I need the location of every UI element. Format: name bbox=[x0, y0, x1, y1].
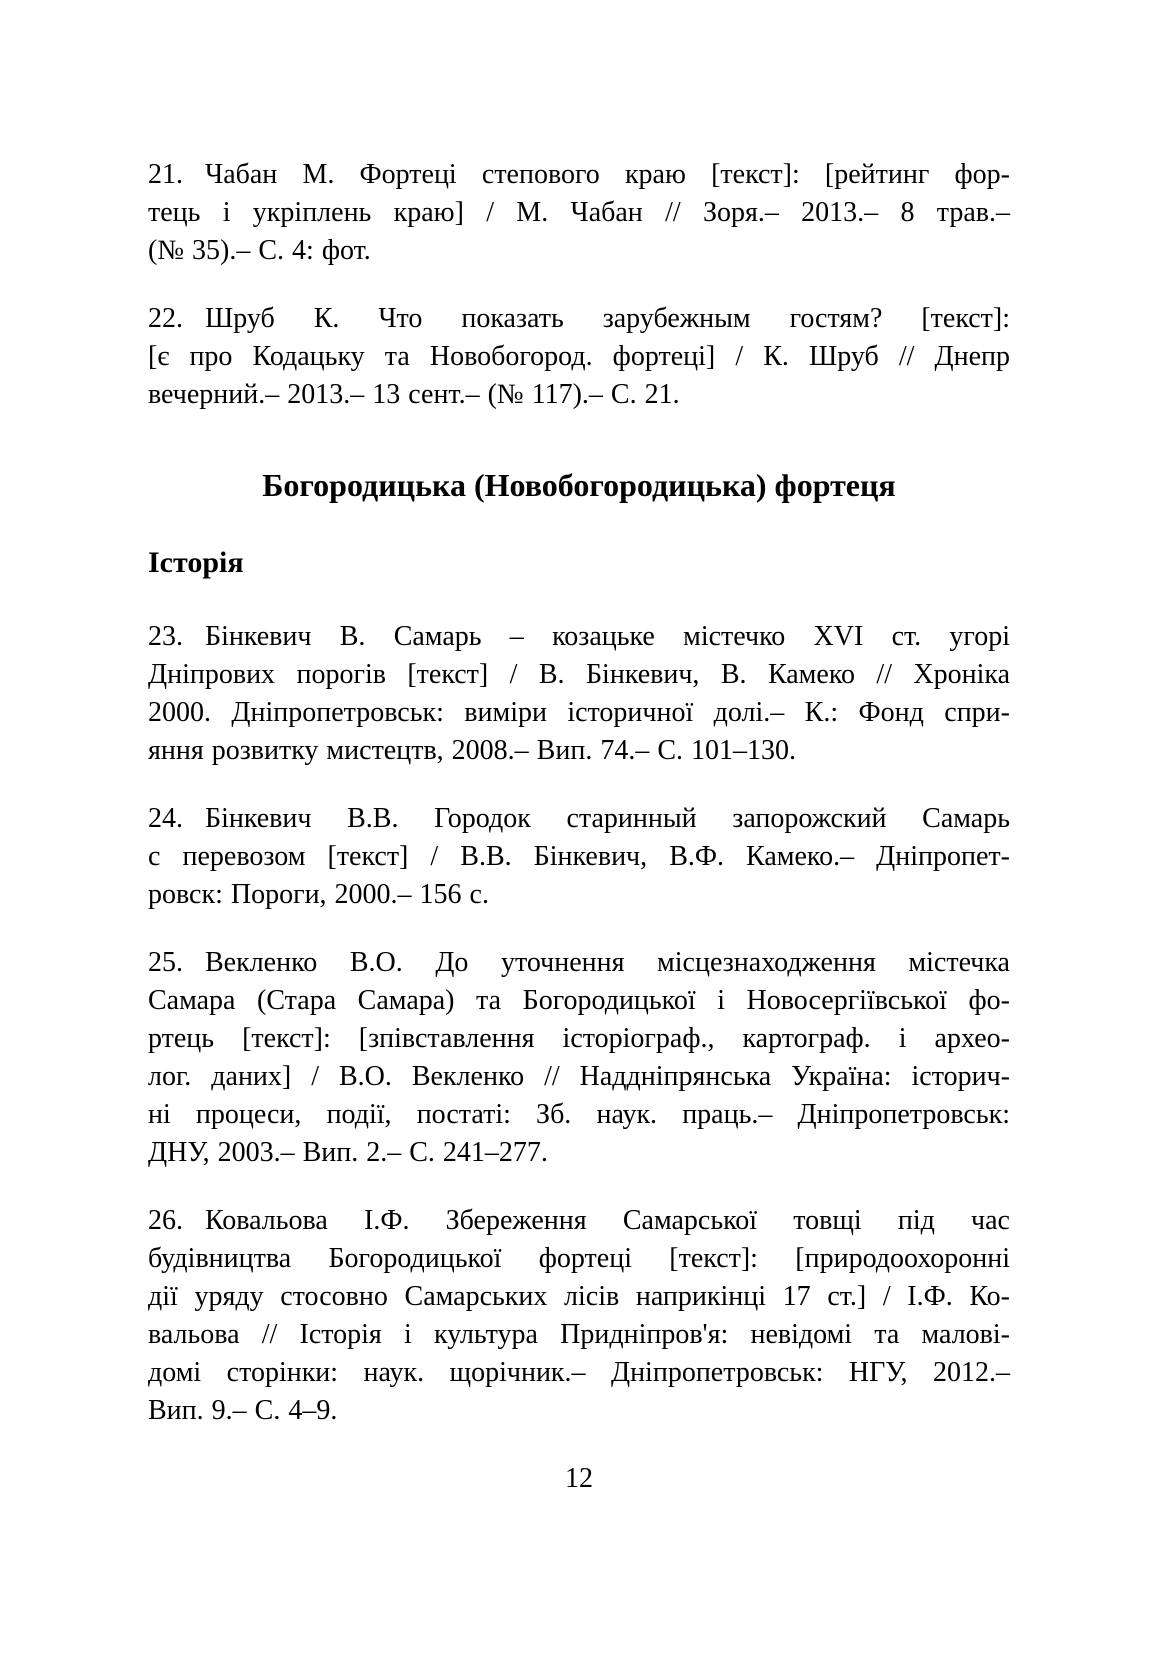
section-subtitle: Історія bbox=[148, 546, 244, 579]
bib-entry bbox=[148, 1202, 1010, 1430]
section-title: Богородицька (Новобогородицька) фортеця bbox=[262, 467, 896, 503]
entry-line: 24. Бінкевич В.В. Городок старинный запорожский Самарь bbox=[148, 800, 1010, 838]
bibliography-list-history bbox=[148, 618, 1010, 1430]
bibliography-list-top bbox=[148, 156, 1010, 414]
entry-line: 2000. Дніпропетровськ: виміри історичної долі.– К.: Фонд спри- bbox=[148, 697, 1010, 728]
entry-line: Дніпрових порогів [текст] / В. Бінкевич, В. Камеко // Хроніка bbox=[148, 659, 1010, 690]
entry-line: ровск: Пороги, 2000.– 156 с. bbox=[148, 879, 489, 910]
entry-line: с перевозом [текст] / В.В. Бінкевич, В.Ф. Камеко.– Дніпропет- bbox=[148, 841, 1010, 872]
bib-entry bbox=[148, 944, 1010, 1172]
entry-line: яння розвитку мистецтв, 2008.– Вип. 74.– С. 101–130. bbox=[148, 735, 796, 766]
page-number: 12 bbox=[565, 1463, 593, 1494]
entry-line: ні процеси, події, постаті: Зб. наук. праць.– Дніпропетровськ: bbox=[148, 1099, 1010, 1130]
entry-number: 26. bbox=[148, 1205, 183, 1236]
entry-line: лог. даних] / В.О. Векленко // Наддніпрянська Україна: історич- bbox=[148, 1061, 1010, 1092]
entry-number: 23. bbox=[148, 621, 183, 652]
entry-number: 24. bbox=[148, 803, 183, 834]
entry-line: вечерний.– 2013.– 13 сент.– (№ 117).– С. 21. bbox=[148, 379, 680, 410]
entry-number: 21. bbox=[148, 159, 183, 190]
entry-line: (№ 35).– С. 4: фот. bbox=[148, 235, 371, 266]
entry-line: дії уряду стосовно Самарських лісів наприкінці 17 ст.] / І.Ф. Ко- bbox=[148, 1281, 1010, 1312]
bib-entry bbox=[148, 300, 1010, 414]
entry-line: 23. Бінкевич В. Самарь – козацьке містечко XVI ст. угорі bbox=[148, 618, 1010, 656]
entry-line: [є про Кодацьку та Новобогород. фортеці] / К. Шруб // Днепр bbox=[148, 341, 1010, 372]
bib-entry bbox=[148, 618, 1010, 770]
entry-line: 25. Векленко В.О. До уточнення місцезнаходження містечка bbox=[148, 944, 1010, 982]
entry-line: 22. Шруб К. Что показать зарубежным гостям? [текст]: bbox=[148, 300, 1010, 338]
entry-line: Вип. 9.– С. 4–9. bbox=[148, 1395, 338, 1426]
entry-line: тець і укріплень краю] / М. Чабан // Зоря.– 2013.– 8 трав.– bbox=[148, 197, 1010, 228]
entry-line: домі сторінки: наук. щорічник.– Дніпропетровськ: НГУ, 2012.– bbox=[148, 1357, 1010, 1388]
entry-line: 26. Ковальова І.Ф. Збереження Самарської товщі під час bbox=[148, 1202, 1010, 1240]
entry-number: 22. bbox=[148, 303, 183, 334]
entry-line: ртець [текст]: [зпівставлення історіограф., картограф. і архео- bbox=[148, 1023, 1010, 1054]
entry-line: ДНУ, 2003.– Вип. 2.– С. 241–277. bbox=[148, 1137, 548, 1168]
entry-number: 25. bbox=[148, 947, 183, 978]
bib-entry bbox=[148, 800, 1010, 914]
bib-entry bbox=[148, 156, 1010, 270]
entry-line: вальова // Історія і культура Придніпров'я: невідомі та малові- bbox=[148, 1319, 1010, 1350]
entry-line: Самара (Стара Самара) та Богородицької і Новосергіївської фо- bbox=[148, 985, 1010, 1016]
entry-line: будівництва Богородицької фортеці [текст]: [природоохоронні bbox=[148, 1243, 1010, 1274]
entry-line: 21. Чабан М. Фортеці степового краю [текст]: [рейтинг фор- bbox=[148, 156, 1010, 194]
